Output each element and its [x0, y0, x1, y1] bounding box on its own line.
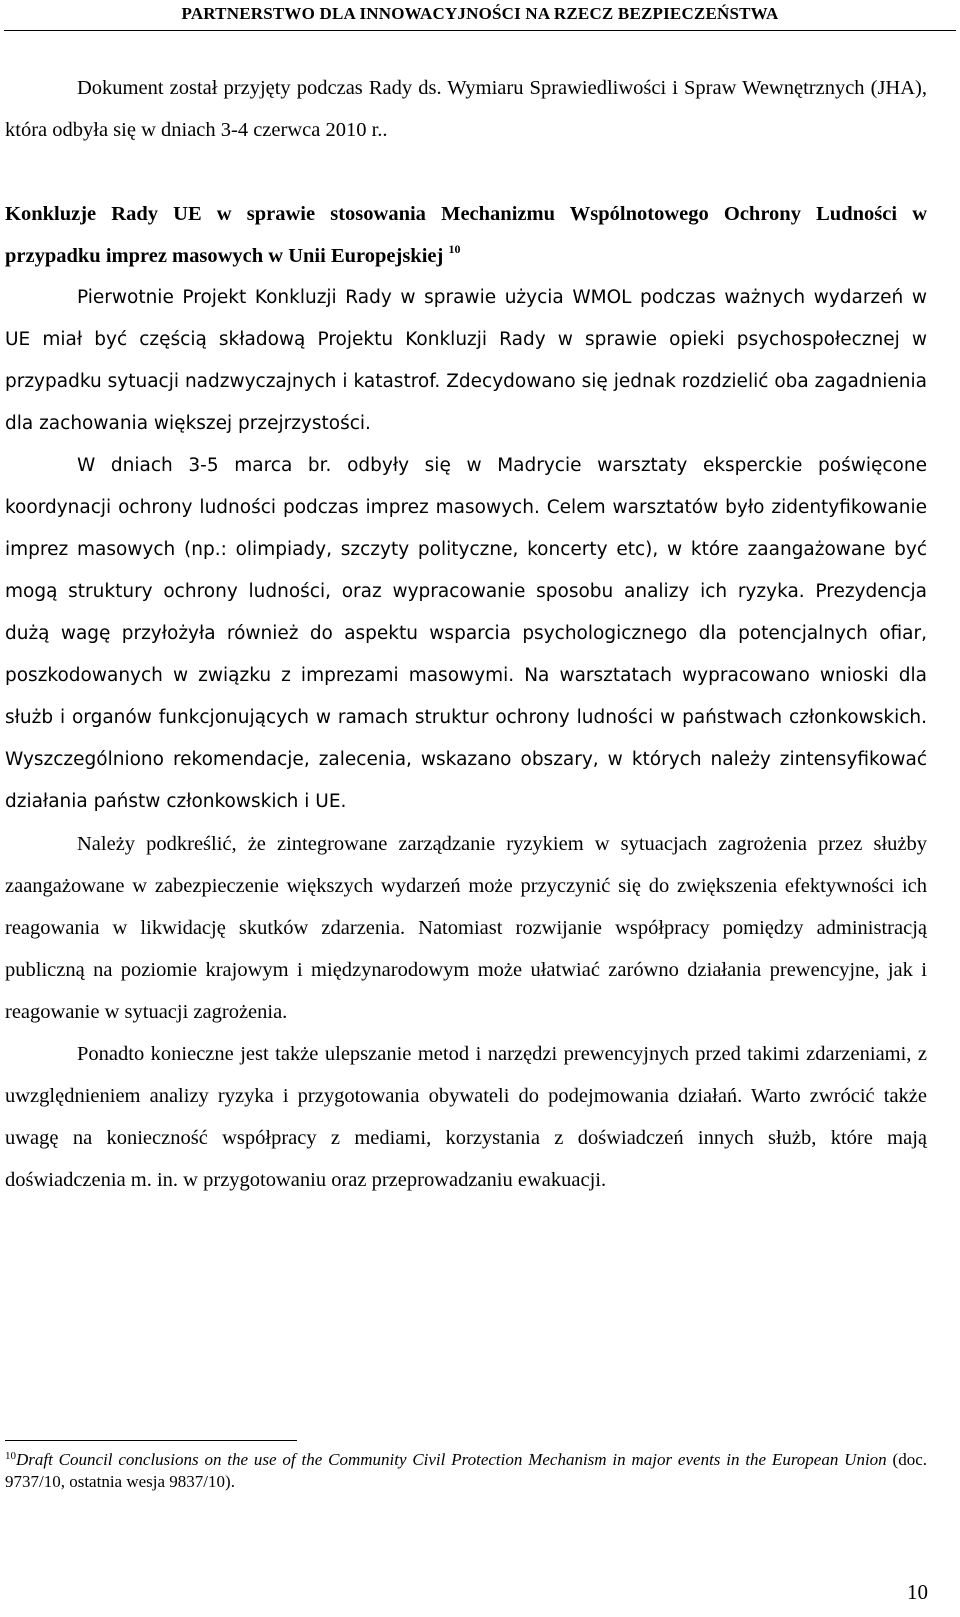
- document-body: [5, 67, 927, 1201]
- section-heading-text: Konkluzje Rady UE w sprawie stosowania Mechanizmu Wspólnotowego Ochrony Ludności w przypadku imprez masowych w Unii Europejskiej: [5, 203, 927, 267]
- paragraph-1-text: Pierwotnie Projekt Konkluzji Rady w sprawie użycia WMOL podczas ważnych wydarzeń w UE miał być częścią składową Projektu Konkluzji Rady w sprawie opieki psychospołecznej w przypadku sytuacji nadzwyczajnych i katastrof.: [5, 287, 927, 392]
- header-divider: [4, 30, 956, 31]
- paragraph-4: Ponadto konieczne jest także ulepszanie metod i narzędzi prewencyjnych przed takimi zdarzeniami, z uwzględnieniem analizy ryzyka i przygotowania obywateli do podejmowania działań. Warto zwrócić także uwagę na konieczność współpracy z mediami, korzystania z doświadczeń innych służb, które mają doświadczenia m. in. w przygotowaniu oraz przeprowadzaniu ewakuacji.: [5, 1043, 927, 1191]
- paragraph-2-text: odbyły się w Madrycie warsztaty eksperckie poświęcone koordynacji ochrony ludności podczas imprez masowych. Celem warsztatów było zidentyfikowanie imprez masowych (np.: olimpiady, szczyty polityczne, koncerty etc), w które zaangażowane być mogą struktury ochrony ludności, oraz wypracowanie sposobu analizy ich ryzyka. Prezydencja dużą wagę przyłożyła również do aspektu wsparcia psychologicznego dla potencjalnych ofiar, poszkodowanych w związku z imprezami masowymi. Na warsztatach wypracowano wnioski dla służb i organów funkcjonujących w ramach struktur ochrony ludności w państwach członkowskich. Wyszczególniono rekomendacje, zalecenia, wskazano obszary, w których należy zintensyfikować działania państw członkowskich i UE.: [5, 455, 927, 812]
- paragraph-1-continuation: Zdecydowano się jednak rozdzielić oba zagadnienia dla zachowania większej przejrzystości.: [5, 371, 927, 434]
- paragraph-2-lead: W dniach 3-5 marca br.: [77, 455, 332, 476]
- page-number: 10: [907, 1580, 928, 1604]
- footnote-title: Draft Council conclusions on the use of the Community Civil Protection Mechanism in major events in the European Union: [16, 1450, 887, 1469]
- paragraph-2: [5, 445, 927, 823]
- footnote-rest: (doc. 9737/10, ostatnia wesja 9837/10).: [5, 1450, 927, 1491]
- footnote: [5, 1449, 927, 1493]
- paragraph-1: [5, 277, 927, 445]
- intro-paragraph: Dokument został przyjęty podczas Rady ds. Wymiaru Sprawiedliwości i Spraw Wewnętrznych (JHA), która odbyła się w dniach 3-4 czerwca 2010 r..: [5, 77, 927, 141]
- footnote-divider: [5, 1440, 297, 1441]
- footnote-reference[interactable]: 10: [448, 242, 461, 256]
- running-header: PARTNERSTWO DLA INNOWACYJNOŚCI NA RZECZ BEZPIECZEŃSTWA: [181, 4, 779, 23]
- footnote-number: 10: [5, 1450, 16, 1462]
- section-heading: [5, 193, 927, 277]
- paragraph-3: Należy podkreślić, że zintegrowane zarządzanie ryzykiem w sytuacjach zagrożenia przez służby zaangażowane w zabezpieczenie większych wydarzeń może przyczynić się do zwiększenia efektywności ich reagowania w likwidację skutków zdarzenia. Natomiast rozwijanie współpracy pomiędzy administracją publiczną na poziomie krajowym i międzynarodowym może ułatwiać zarówno działania prewencyjne, jak i reagowanie w sytuacji zagrożenia.: [5, 833, 927, 1023]
